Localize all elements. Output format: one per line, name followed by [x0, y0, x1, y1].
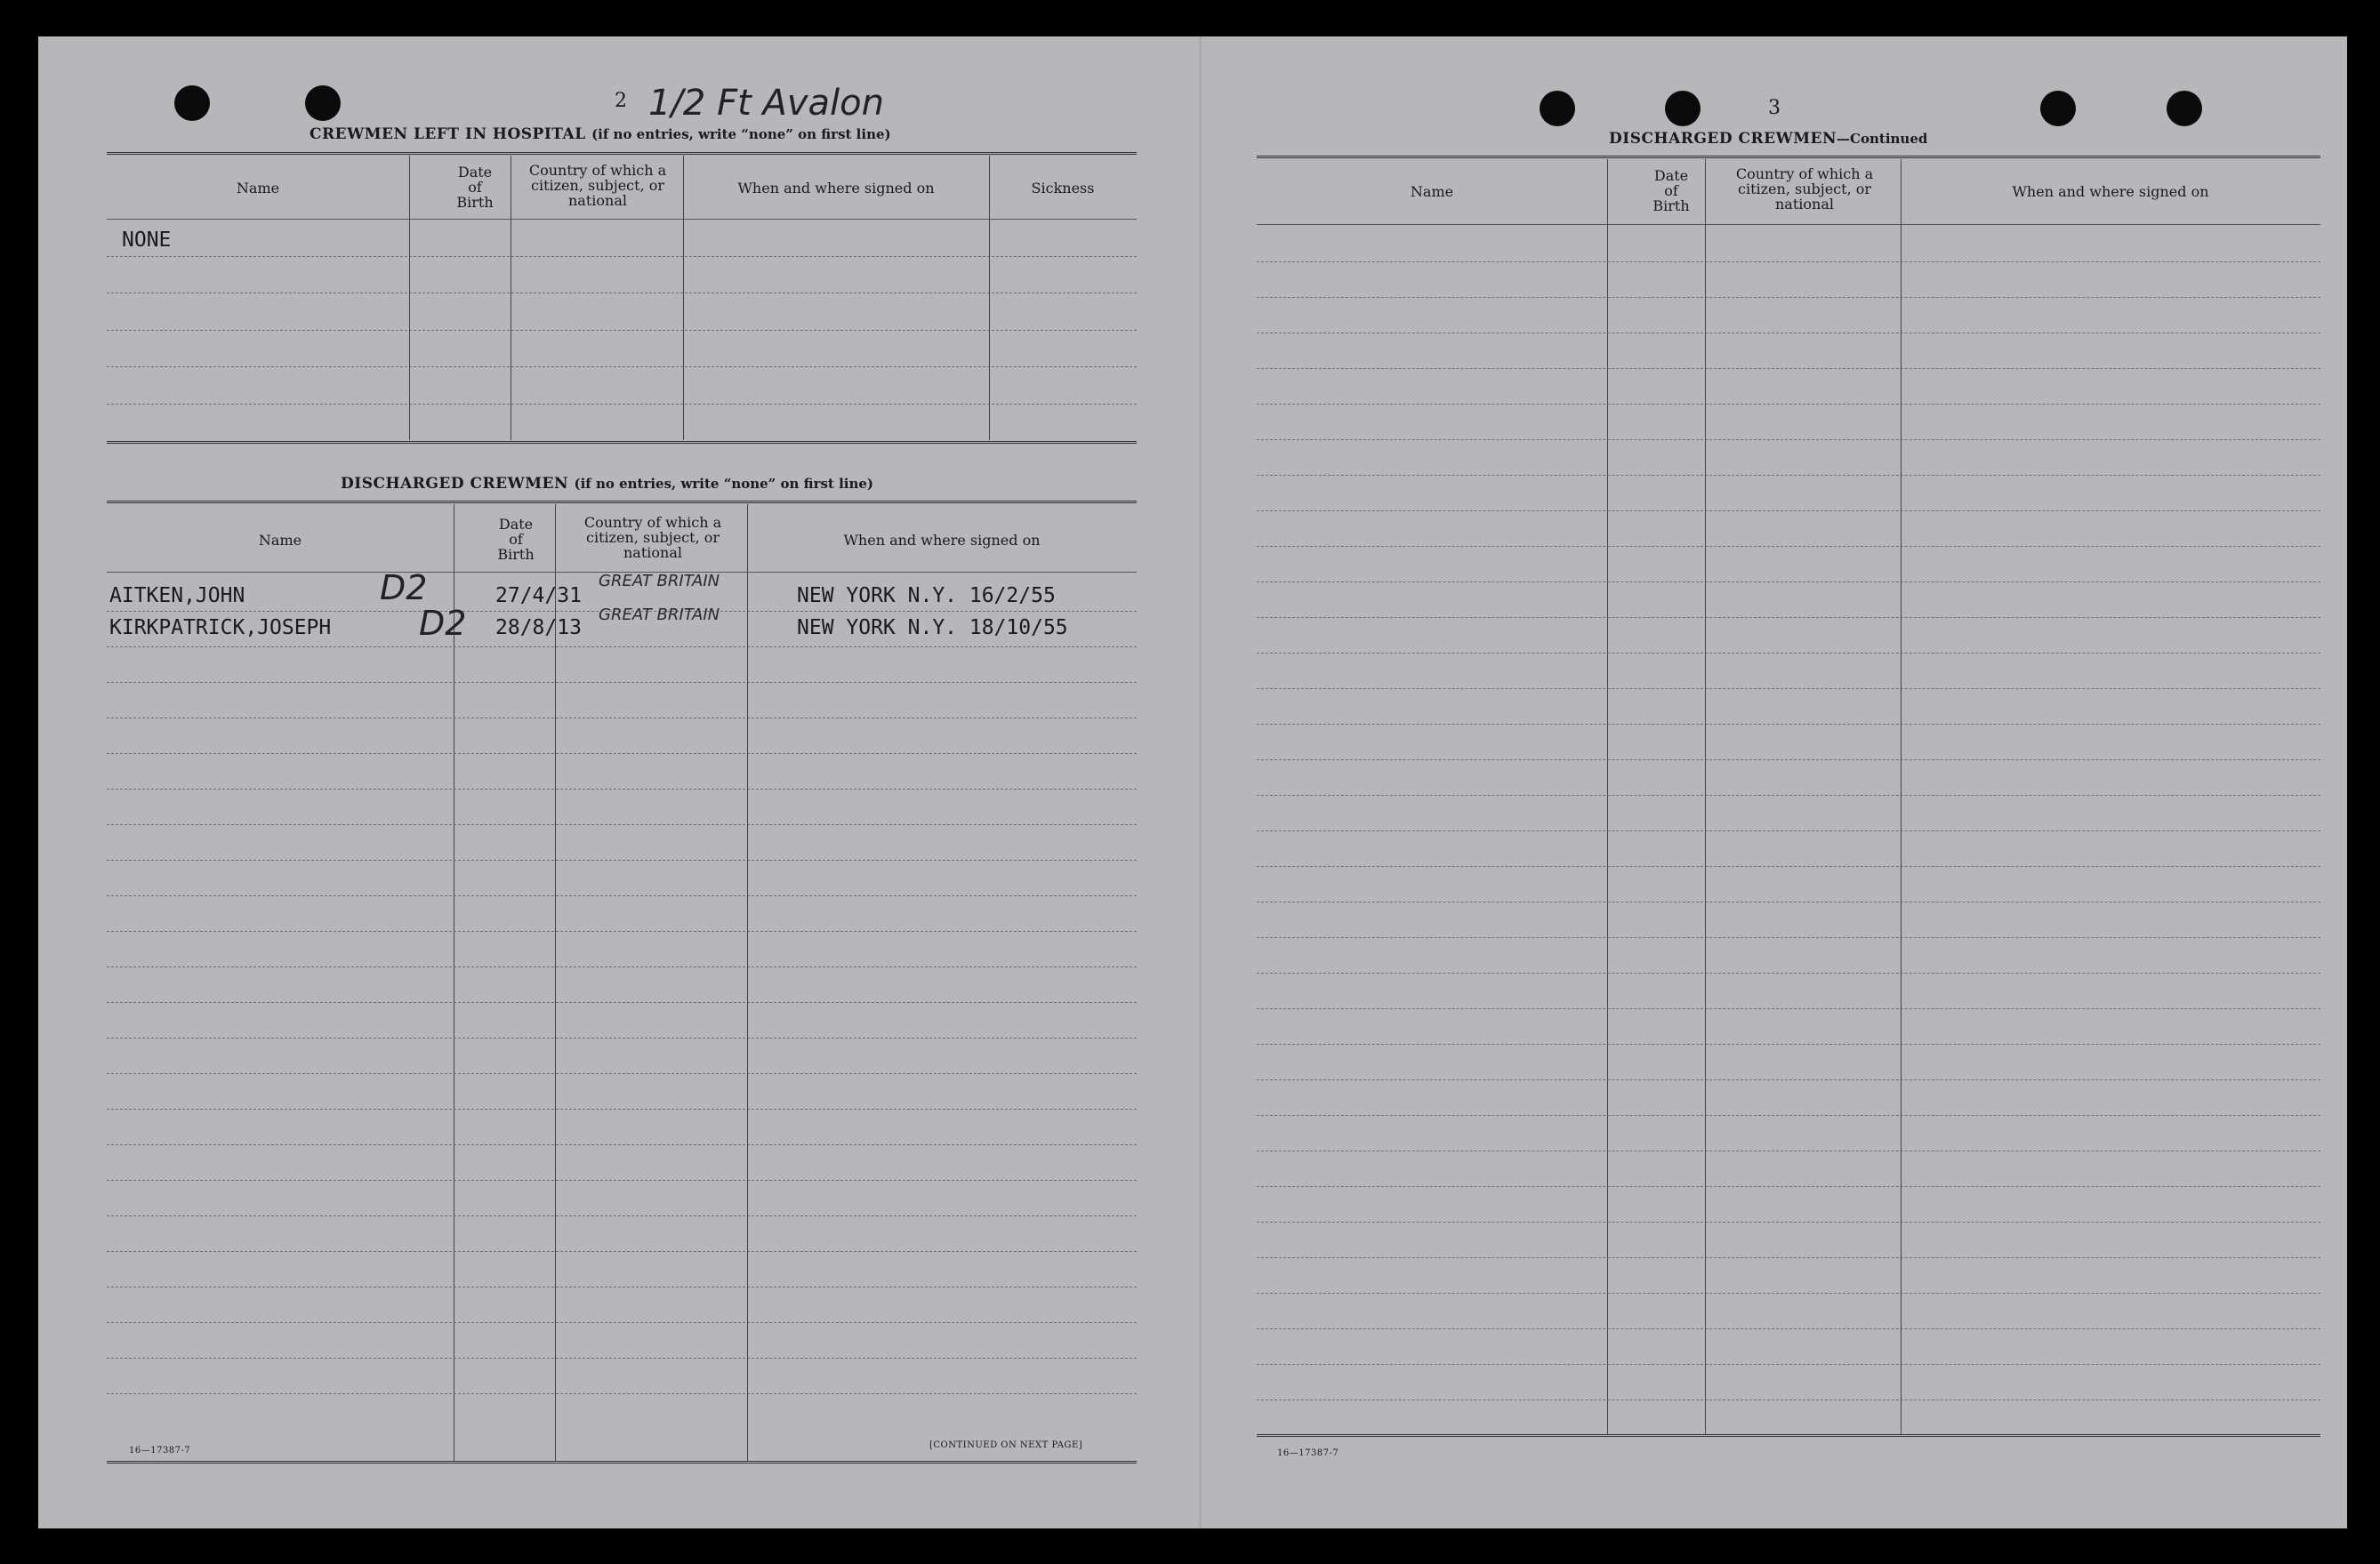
punch-hole — [1540, 91, 1575, 126]
column-header-country: Country of which a citizen, subject, or national — [583, 514, 722, 561]
column-header-signed-on: When and where signed on — [737, 180, 935, 197]
crewman-country: GREAT BRITAIN — [599, 572, 720, 590]
hospital-table — [107, 152, 1137, 481]
handwritten-note: 1/2 Ft Avalon — [648, 83, 884, 124]
form-number: 16—17387-7 — [129, 1446, 191, 1456]
crewman-name: AITKEN,JOHN — [109, 584, 245, 607]
crewman-date-of-birth: 28/8/13 — [495, 616, 582, 639]
column-header-country: Country of which a citizen, subject, or national — [1735, 165, 1874, 213]
punch-hole — [2040, 91, 2076, 126]
table-row-name: NONE — [122, 229, 172, 252]
continued-note: [CONTINUED ON NEXT PAGE] — [929, 1440, 1083, 1450]
handwritten-mark: D2 — [419, 604, 467, 643]
discharged-table — [107, 501, 1137, 1479]
handwritten-mark: D2 — [380, 568, 428, 607]
column-header-date-of-birth: Date of Birth — [1652, 167, 1690, 214]
page-number: 2 — [615, 90, 627, 112]
crewman-date-of-birth: 27/4/31 — [495, 584, 582, 607]
discharged-section-title: DISCHARGED CREWMEN (if no entries, write “none” on first line) — [341, 475, 874, 493]
punch-hole — [174, 85, 210, 121]
punch-hole — [305, 85, 341, 121]
page-fold — [1199, 36, 1202, 1528]
discharged-continued-title: DISCHARGED CREWMEN—Continued — [1609, 130, 1928, 148]
column-header-signed-on: When and where signed on — [2012, 183, 2209, 200]
column-header-date-of-birth: Date of Birth — [456, 164, 494, 211]
form-number: 16—17387-7 — [1277, 1448, 1339, 1458]
column-header-country: Country of which a citizen, subject, or national — [528, 162, 667, 209]
column-header-signed-on: When and where signed on — [843, 532, 1041, 549]
crewman-name: KIRKPATRICK,JOSEPH — [109, 616, 332, 639]
column-header-sickness: Sickness — [1031, 180, 1095, 197]
column-header-name: Name — [1410, 183, 1454, 200]
column-header-name: Name — [236, 180, 280, 197]
crewman-signed-on: NEW YORK N.Y. 16/2/55 — [797, 584, 1056, 607]
crewman-country: GREAT BRITAIN — [599, 606, 720, 624]
page-number: 3 — [1768, 97, 1781, 119]
punch-hole — [1665, 91, 1701, 126]
column-header-name: Name — [258, 532, 302, 549]
document-sheet — [38, 36, 2347, 1528]
crewman-signed-on: NEW YORK N.Y. 18/10/55 — [797, 616, 1068, 639]
discharged-continued-table — [1257, 156, 2320, 1489]
punch-hole — [2167, 91, 2202, 126]
hospital-section-title: CREWMEN LEFT IN HOSPITAL (if no entries, write “none” on first line) — [310, 125, 891, 143]
column-header-date-of-birth: Date of Birth — [497, 516, 535, 563]
